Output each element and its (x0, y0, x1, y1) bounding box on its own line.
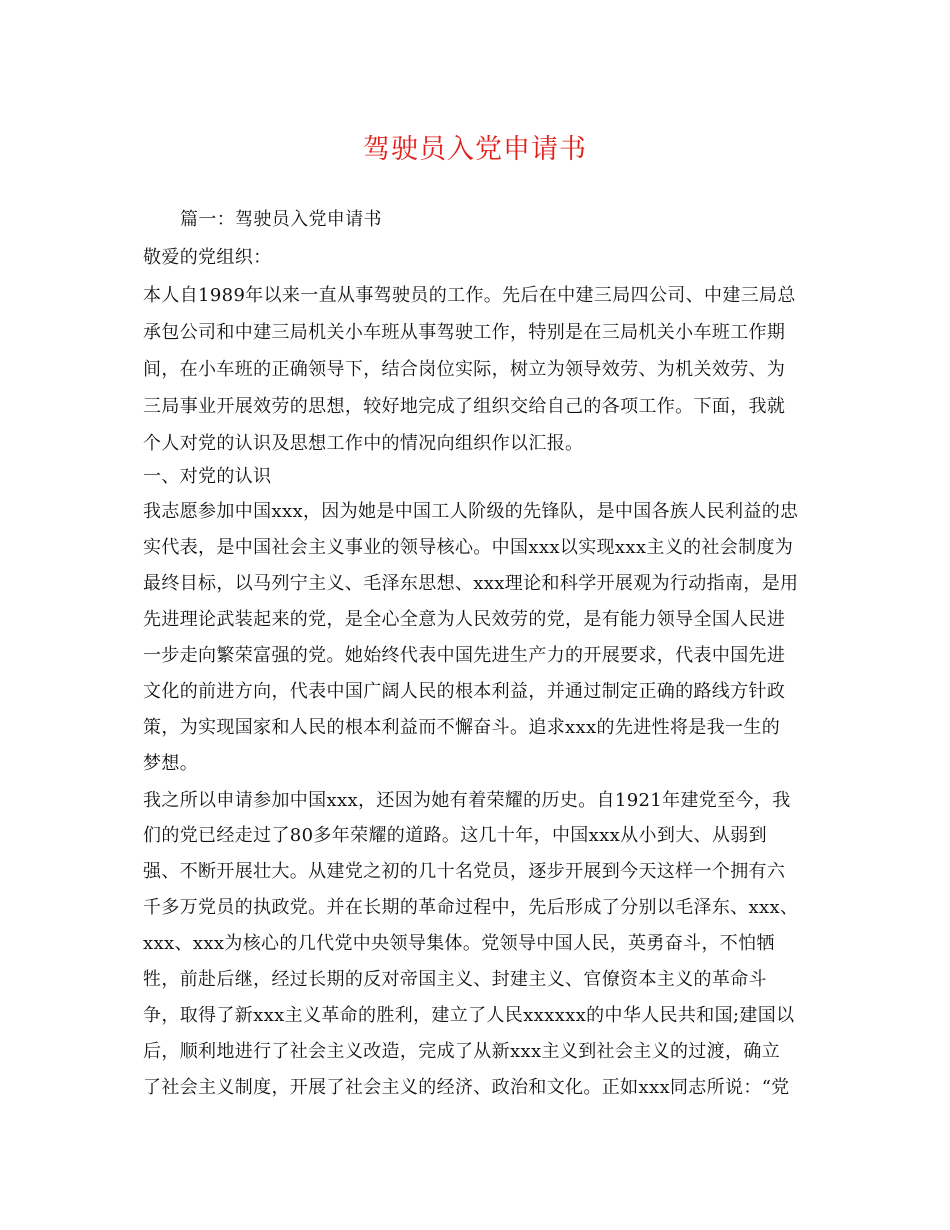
subtitle: 篇一：驾驶员入党申请书 (180, 209, 382, 230)
body-line: 我之所以申请参加中国xxx，还因为她有着荣耀的历史。自1921年建党至今，我 (143, 790, 791, 811)
body-line: 千多万党员的执政党。并在长期的革命过程中，先后形成了分别以毛泽东、xxx、 (143, 897, 799, 918)
section-heading: 一、对党的认识 (143, 466, 272, 487)
body-line: 后，顺利地进行了社会主义改造，完成了从新xxx主义到社会主义的过渡，确立 (143, 1041, 781, 1062)
body-line: 个人对党的认识及思想工作中的情况向组织作以汇报。 (143, 433, 584, 454)
document-title: 驾驶员入党申请书 (363, 134, 587, 165)
body-line: 争，取得了新xxx主义革命的胜利，建立了人民xxxxxx的中华人民共和国;建国以 (143, 1005, 795, 1026)
body-line: 先进理论武装起来的党，是全心全意为人民效劳的党，是有能力领导全国人民进 (143, 609, 786, 630)
body-line: 一步走向繁荣富强的党。她始终代表中国先进生产力的开展要求，代表中国先进 (143, 645, 786, 666)
body-line: 间，在小车班的正确领导下，结合岗位实际，树立为领导效劳、为机关效劳、为 (143, 359, 786, 380)
body-line: 梦想。 (143, 753, 199, 774)
salutation: 敬爱的党组织： (143, 247, 272, 268)
body-line: 文化的前进方向，代表中国广阔人民的根本利益，并通过制定正确的路线方针政 (143, 681, 786, 702)
body-line: 策，为实现国家和人民的根本利益而不懈奋斗。追求xxx的先进性将是我一生的 (143, 717, 781, 738)
body-line: 我志愿参加中国xxx，因为她是中国工人阶级的先锋队，是中国各族人民利益的忠 (143, 501, 799, 522)
body-line: 本人自1989年以来一直从事驾驶员的工作。先后在中建三局四公司、中建三局总 (143, 285, 796, 306)
body-line: 牲，前赴后继，经过长期的反对帝国主义、封建主义、官僚资本主义的革命斗 (143, 969, 767, 990)
body-line: 最终目标，以马列宁主义、毛泽东思想、xxx理论和科学开展观为行动指南，是用 (143, 573, 799, 594)
body-line: 们的党已经走过了80多年荣耀的道路。这几十年，中国xxx从小到大、从弱到 (143, 825, 767, 846)
body-line: 实代表，是中国社会主义事业的领导核心。中国xxx以实现xxx主义的社会制度为 (143, 537, 794, 558)
body-line: 承包公司和中建三局机关小车班从事驾驶工作，特别是在三局机关小车班工作期 (143, 322, 786, 343)
body-line: 三局事业开展效劳的思想，较好地完成了组织交给自己的各项工作。下面，我就 (143, 396, 786, 417)
body-line: xxx、xxx为核心的几代党中央领导集体。党领导中国人民，英勇奋斗，不怕牺 (143, 933, 775, 954)
body-line: 了社会主义制度，开展了社会主义的经济、政治和文化。正如xxx同志所说：“党 (143, 1077, 790, 1098)
body-line: 强、不断开展壮大。从建党之初的几十名党员，逐步开展到今天这样一个拥有六 (143, 861, 786, 882)
